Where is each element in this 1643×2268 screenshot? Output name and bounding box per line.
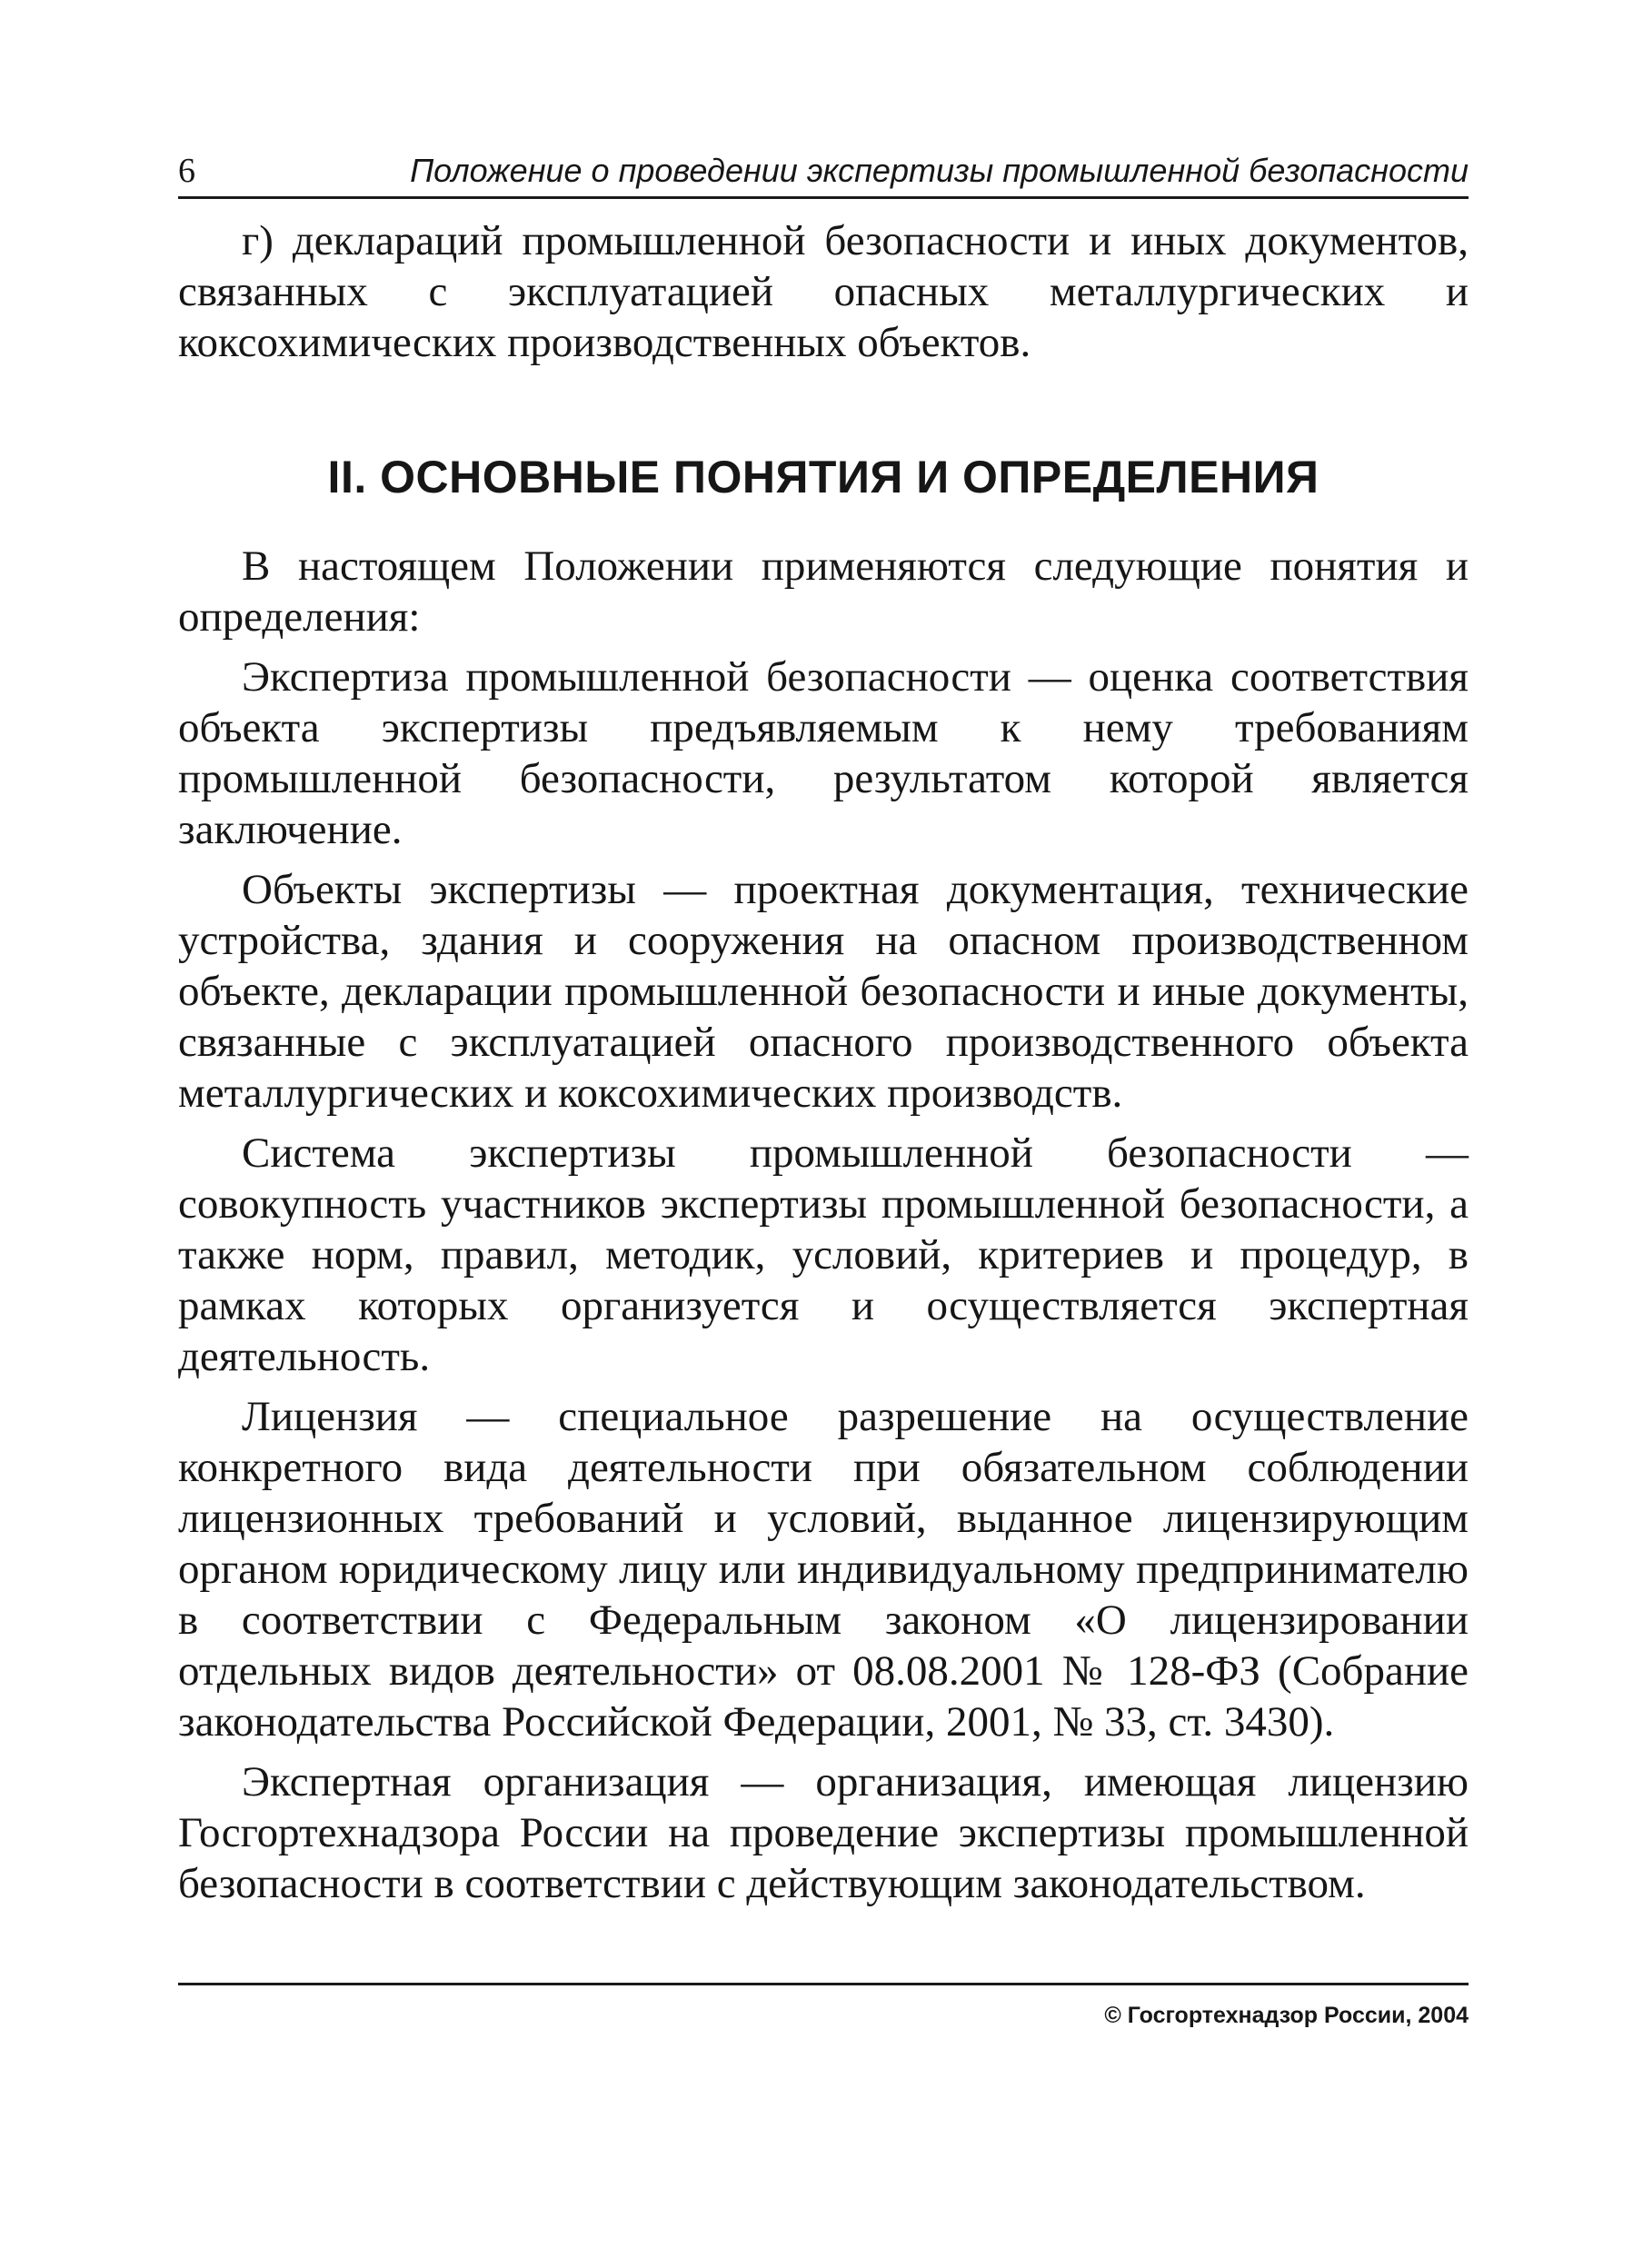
running-title: Положение о проведении экспертизы промышленной безопасности <box>410 152 1469 189</box>
page-number: 6 <box>178 152 195 190</box>
definition-license-paragraph: Лицензия — специальное разрешение на осуществление конкретного вида деятельности при обязательном соблюдении лицензионных требований и условий, выданное лицензирующим органом юридическому лицу или индивидуальному предпринимателю в соответствии с Федеральным законом «О лицензировании отдельных видов деятельности» от 08.08.2001 № 128-ФЗ (Собрание законодательства Российской Федерации, 2001, № 33, ст. 3430). <box>178 1393 1469 1746</box>
definition-expert-organization-paragraph: Экспертная организация — организация, имеющая лицензию Госгортехнадзора России на проведение экспертизы промышленной безопасности в соответствии с действующим законодательством. <box>178 1758 1469 1907</box>
section-heading: II. ОСНОВНЫЕ ПОНЯТИЯ И ОПРЕДЕЛЕНИЯ <box>327 452 1319 502</box>
copyright-notice: © Госгортехнадзор России, 2004 <box>1104 2003 1469 2028</box>
document-page <box>178 145 1469 1909</box>
page-footer <box>178 1983 1469 2029</box>
definition-system-paragraph: Система экспертизы промышленной безопасности — совокупность участников экспертизы промышленной безопасности, а также норм, правил, методик, условий, критериев и процедур, в рамках которых организуется и осуществляется экспертная деятельность. <box>178 1129 1469 1380</box>
footer-divider <box>178 1983 1469 1985</box>
definition-objects-paragraph: Объекты экспертизы — проектная документация, технические устройства, здания и сооружения на опасном производственном объекте, декларации промышленной безопасности и иные документы, связанные с эксплуатацией опасного производственного объекта металлургических и коксохимических производств. <box>178 866 1469 1117</box>
running-header <box>178 145 1469 199</box>
definition-expertise-paragraph: Экспертиза промышленной безопасности — оценка соответствия объекта экспертизы предъявляемым к нему требованиям промышленной безопасности, результатом которой является заключение. <box>178 653 1469 853</box>
intro-paragraph-item-g: г) деклараций промышленной безопасности и иных документов, связанных с эксплуатацией опасных металлургических и коксохимических производственных объектов. <box>178 217 1469 366</box>
definitions-intro-paragraph: В настоящем Положении применяются следующие понятия и определения: <box>178 542 1469 641</box>
